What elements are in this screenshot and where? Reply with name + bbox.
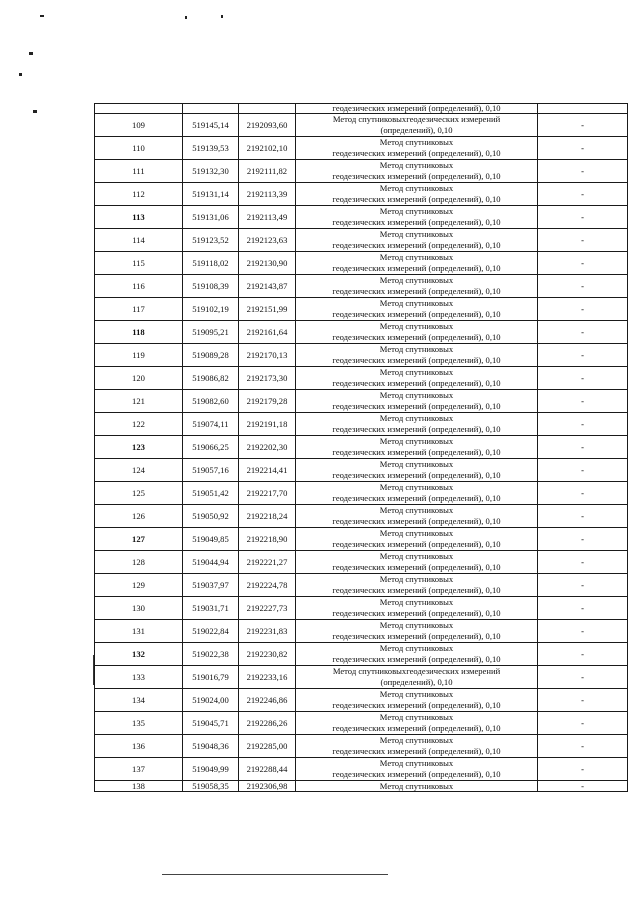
method-line: геодезических измерений (определений), 0,10 (332, 723, 501, 733)
cell-method: геодезических измерений (определений), 0,10 (296, 104, 538, 114)
cell-note: - (538, 735, 628, 758)
table-row (95, 252, 628, 275)
method-line: геодезических измерений (определений), 0,10 (332, 194, 501, 204)
method-line: геодезических измерений (определений), 0,10 (332, 286, 501, 296)
method-line: Метод спутниковых (379, 436, 454, 446)
method-line: Метод спутниковых (379, 137, 454, 147)
method-line: Метод спутниковых (379, 758, 454, 768)
cell-y: 2192123,63 (239, 229, 296, 252)
table-row (95, 459, 628, 482)
cell-x: 519057,16 (183, 459, 239, 482)
cell-x: 519031,71 (183, 597, 239, 620)
cell-note (538, 104, 628, 114)
cell-note: - (538, 367, 628, 390)
cell-y: 2192286,26 (239, 712, 296, 735)
cell-y: 2192227,73 (239, 597, 296, 620)
cell-y: 2192218,24 (239, 505, 296, 528)
cell-x: 519022,38 (183, 643, 239, 666)
cell-y: 2192224,78 (239, 574, 296, 597)
table-row (95, 206, 628, 229)
cell-method (296, 712, 538, 735)
cell-note: - (538, 160, 628, 183)
scan-speck (29, 52, 33, 55)
cell-y: 2192111,82 (239, 160, 296, 183)
cell-method (296, 275, 538, 298)
table-row (95, 137, 628, 160)
footer-line (162, 874, 388, 875)
table-row (95, 104, 628, 114)
method-line: геодезических измерений (определений), 0,10 (332, 631, 501, 641)
table-row (95, 321, 628, 344)
cell-note: - (538, 482, 628, 505)
method-line: Метод спутниковых (379, 252, 454, 262)
table-row (95, 114, 628, 137)
cell-note: - (538, 689, 628, 712)
cell-note: - (538, 712, 628, 735)
method-line: Метод спутниковых (379, 712, 454, 722)
cell-method (296, 735, 538, 758)
cell-num: 122 (95, 413, 183, 436)
method-line: геодезических измерений (определений), 0,10 (332, 608, 501, 618)
cell-x: 519123,52 (183, 229, 239, 252)
cell-num: 112 (95, 183, 183, 206)
cell-y: 2192285,00 (239, 735, 296, 758)
cell-note: - (538, 643, 628, 666)
method-line: геодезических измерений (определений), 0,10 (332, 171, 501, 181)
method-line: геодезических измерений (определений), 0,10 (332, 309, 501, 319)
method-line: геодезических измерений (определений), 0,10 (332, 746, 501, 756)
cell-method (296, 183, 538, 206)
cell-method (296, 436, 538, 459)
cell-y: 2192233,16 (239, 666, 296, 689)
cell-method (296, 321, 538, 344)
method-line: геодезических измерений (определений), 0,10 (332, 240, 501, 250)
cell-y: 2192230,82 (239, 643, 296, 666)
cell-num: 131 (95, 620, 183, 643)
method-line: геодезических измерений (определений), 0,10 (332, 470, 501, 480)
cell-y: 2192246,86 (239, 689, 296, 712)
cell-method (296, 666, 538, 689)
cell-note: - (538, 252, 628, 275)
cell-method (296, 390, 538, 413)
cell-method (296, 551, 538, 574)
cell-num: 111 (95, 160, 183, 183)
cell-method: Метод спутниковых (296, 781, 538, 792)
cell-x: 519016,79 (183, 666, 239, 689)
cell-num: 116 (95, 275, 183, 298)
cell-x: 519049,85 (183, 528, 239, 551)
table-row (95, 528, 628, 551)
cell-y: 2192191,18 (239, 413, 296, 436)
cell-num: 137 (95, 758, 183, 781)
table-row (95, 390, 628, 413)
cell-num: 138 (95, 781, 183, 792)
table-row (95, 160, 628, 183)
method-line: Метод спутниковых (379, 574, 454, 584)
cell-method (296, 160, 538, 183)
cell-x: 519044,94 (183, 551, 239, 574)
cell-y: 2192093,60 (239, 114, 296, 137)
cell-method (296, 229, 538, 252)
cell-x: 519037,97 (183, 574, 239, 597)
cell-y: 2192306,98 (239, 781, 296, 792)
method-line: Метод спутниковых (379, 344, 454, 354)
cell-method (296, 114, 538, 137)
method-line: геодезических измерений (определений), 0,10 (332, 493, 501, 503)
cell-method (296, 574, 538, 597)
cell-note: - (538, 574, 628, 597)
table-row (95, 643, 628, 666)
cell-method (296, 643, 538, 666)
cell-num: 128 (95, 551, 183, 574)
cell-y: 2192202,30 (239, 436, 296, 459)
cell-num: 130 (95, 597, 183, 620)
method-line: Метод спутниковых (379, 206, 454, 216)
cell-x: 519022,84 (183, 620, 239, 643)
table-row (95, 735, 628, 758)
cell-num: 127 (95, 528, 183, 551)
method-line: геодезических измерений (определений), 0,10 (332, 378, 501, 388)
scan-speck (221, 15, 223, 18)
method-line: Метод спутниковых (379, 735, 454, 745)
table-row (95, 666, 628, 689)
cell-num: 132 (95, 643, 183, 666)
table-row (95, 597, 628, 620)
cell-y: 2192217,70 (239, 482, 296, 505)
method-line: Метод спутниковых (379, 528, 454, 538)
cell-note: - (538, 551, 628, 574)
cell-y: 2192130,90 (239, 252, 296, 275)
cell-x: 519050,92 (183, 505, 239, 528)
table-row (95, 712, 628, 735)
method-line: Метод спутниковых (379, 321, 454, 331)
table-row (95, 229, 628, 252)
table-row (95, 183, 628, 206)
scan-speck (33, 110, 37, 113)
cell-method (296, 482, 538, 505)
cell-note: - (538, 413, 628, 436)
table-body (95, 104, 628, 792)
method-line: геодезических измерений (определений), 0,10 (332, 401, 501, 411)
cell-num: 123 (95, 436, 183, 459)
cell-x: 519132,30 (183, 160, 239, 183)
coordinates-table (94, 103, 628, 792)
cell-note: - (538, 758, 628, 781)
cell-x: 519131,06 (183, 206, 239, 229)
method-line: геодезических измерений (определений), 0,10 (332, 562, 501, 572)
method-line: Метод спутниковых (379, 413, 454, 423)
method-line: Метод спутниковыхгеодезических измерений (332, 666, 501, 676)
table-row (95, 551, 628, 574)
cell-x: 519058,35 (183, 781, 239, 792)
cell-x: 519051,42 (183, 482, 239, 505)
cell-x: 519145,14 (183, 114, 239, 137)
cell-y: 2192221,27 (239, 551, 296, 574)
method-line: геодезических измерений (определений), 0,10 (332, 539, 501, 549)
cell-num: 114 (95, 229, 183, 252)
cell-x: 519048,36 (183, 735, 239, 758)
method-line: Метод спутниковых (379, 390, 454, 400)
cell-method (296, 298, 538, 321)
scan-speck (19, 73, 22, 76)
cell-y: 2192102,10 (239, 137, 296, 160)
cell-num: 125 (95, 482, 183, 505)
cell-num: 110 (95, 137, 183, 160)
cell-x: 519066,25 (183, 436, 239, 459)
cell-x: 519095,21 (183, 321, 239, 344)
cell-method (296, 528, 538, 551)
cell-method (296, 206, 538, 229)
cell-method (296, 689, 538, 712)
table-row (95, 574, 628, 597)
cell-x: 519139,53 (183, 137, 239, 160)
cell-x: 519089,28 (183, 344, 239, 367)
table-row (95, 505, 628, 528)
cell-y: 2192161,64 (239, 321, 296, 344)
cell-num: 136 (95, 735, 183, 758)
cell-x: 519118,02 (183, 252, 239, 275)
cell-note: - (538, 459, 628, 482)
cell-y: 2192179,28 (239, 390, 296, 413)
cell-num: 134 (95, 689, 183, 712)
cell-y: 2192151,99 (239, 298, 296, 321)
method-line: Метод спутниковых (379, 551, 454, 561)
table-row (95, 344, 628, 367)
cell-method (296, 597, 538, 620)
method-line: Метод спутниковых (379, 183, 454, 193)
table-row (95, 482, 628, 505)
cell-note: - (538, 620, 628, 643)
cell-num: 129 (95, 574, 183, 597)
cell-note: - (538, 275, 628, 298)
cell-method (296, 413, 538, 436)
cell-x: 519074,11 (183, 413, 239, 436)
method-line: геодезических измерений (определений), 0,10 (332, 217, 501, 227)
cell-note: - (538, 597, 628, 620)
cell-num: 118 (95, 321, 183, 344)
cell-method (296, 137, 538, 160)
cell-note: - (538, 528, 628, 551)
table-row (95, 620, 628, 643)
method-line: Метод спутниковых (379, 459, 454, 469)
cell-x: 519108,39 (183, 275, 239, 298)
method-line: Метод спутниковых (379, 643, 454, 653)
table-row (95, 413, 628, 436)
cell-note: - (538, 781, 628, 792)
cell-method (296, 367, 538, 390)
scan-speck (40, 15, 44, 17)
cell-note: - (538, 229, 628, 252)
cell-y: 2192218,90 (239, 528, 296, 551)
method-line: геодезических измерений (определений), 0,10 (332, 424, 501, 434)
cell-y: 2192214,41 (239, 459, 296, 482)
cell-method (296, 459, 538, 482)
cell-note: - (538, 505, 628, 528)
cell-num: 109 (95, 114, 183, 137)
table-row (95, 367, 628, 390)
cell-num: 135 (95, 712, 183, 735)
cell-y: 2192113,39 (239, 183, 296, 206)
table-row (95, 781, 628, 792)
cell-num: 133 (95, 666, 183, 689)
method-line: Метод спутниковых (379, 298, 454, 308)
cell-method (296, 505, 538, 528)
cell-method (296, 758, 538, 781)
method-line: геодезических измерений (определений), 0,10 (332, 769, 501, 779)
cell-y: 2192113,49 (239, 206, 296, 229)
cell-y: 2192173,30 (239, 367, 296, 390)
cell-num: 126 (95, 505, 183, 528)
cell-x (183, 104, 239, 114)
cell-num: 121 (95, 390, 183, 413)
cell-note: - (538, 390, 628, 413)
method-line: геодезических измерений (определений), 0,10 (332, 148, 501, 158)
method-line: Метод спутниковых (379, 367, 454, 377)
cell-note: - (538, 321, 628, 344)
method-line: Метод спутниковых (379, 505, 454, 515)
cell-y: 2192288,44 (239, 758, 296, 781)
cell-y: 2192231,83 (239, 620, 296, 643)
cell-method (296, 252, 538, 275)
cell-x: 519086,82 (183, 367, 239, 390)
method-line: (определений), 0,10 (380, 125, 453, 135)
cell-num: 117 (95, 298, 183, 321)
table-row (95, 758, 628, 781)
method-line: Метод спутниковыхгеодезических измерений (332, 114, 501, 124)
method-line: геодезических измерений (определений), 0,10 (332, 332, 501, 342)
table-row (95, 436, 628, 459)
method-line: геодезических измерений (определений), 0,10 (332, 263, 501, 273)
method-line: Метод спутниковых (379, 229, 454, 239)
cell-method (296, 620, 538, 643)
method-line: геодезических измерений (определений), 0,10 (332, 654, 501, 664)
cell-note: - (538, 114, 628, 137)
method-line: Метод спутниковых (379, 482, 454, 492)
cell-note: - (538, 183, 628, 206)
method-line: (определений), 0,10 (380, 677, 453, 687)
method-line: геодезических измерений (определений), 0,10 (332, 355, 501, 365)
cell-x: 519045,71 (183, 712, 239, 735)
method-line: Метод спутниковых (379, 275, 454, 285)
method-line: геодезических измерений (определений), 0,10 (332, 516, 501, 526)
cell-note: - (538, 666, 628, 689)
table-row (95, 689, 628, 712)
cell-num: 124 (95, 459, 183, 482)
cell-num (95, 104, 183, 114)
cell-num: 113 (95, 206, 183, 229)
cell-num: 120 (95, 367, 183, 390)
cell-x: 519131,14 (183, 183, 239, 206)
method-line: Метод спутниковых (379, 689, 454, 699)
table-row (95, 298, 628, 321)
cell-x: 519024,00 (183, 689, 239, 712)
scan-speck (185, 16, 187, 19)
cell-num: 115 (95, 252, 183, 275)
cell-y: 2192143,87 (239, 275, 296, 298)
cell-x: 519082,60 (183, 390, 239, 413)
method-line: геодезических измерений (определений), 0,10 (332, 585, 501, 595)
cell-y (239, 104, 296, 114)
cell-y: 2192170,13 (239, 344, 296, 367)
method-line: геодезических измерений (определений), 0,10 (332, 700, 501, 710)
cell-num: 119 (95, 344, 183, 367)
cell-note: - (538, 298, 628, 321)
cell-note: - (538, 436, 628, 459)
method-line: Метод спутниковых (379, 160, 454, 170)
cell-note: - (538, 206, 628, 229)
cell-method (296, 344, 538, 367)
cell-note: - (538, 137, 628, 160)
cell-x: 519049,99 (183, 758, 239, 781)
method-line: геодезических измерений (определений), 0,10 (332, 447, 501, 457)
cell-x: 519102,19 (183, 298, 239, 321)
method-line: Метод спутниковых (379, 597, 454, 607)
method-line: Метод спутниковых (379, 620, 454, 630)
cell-note: - (538, 344, 628, 367)
table-row (95, 275, 628, 298)
